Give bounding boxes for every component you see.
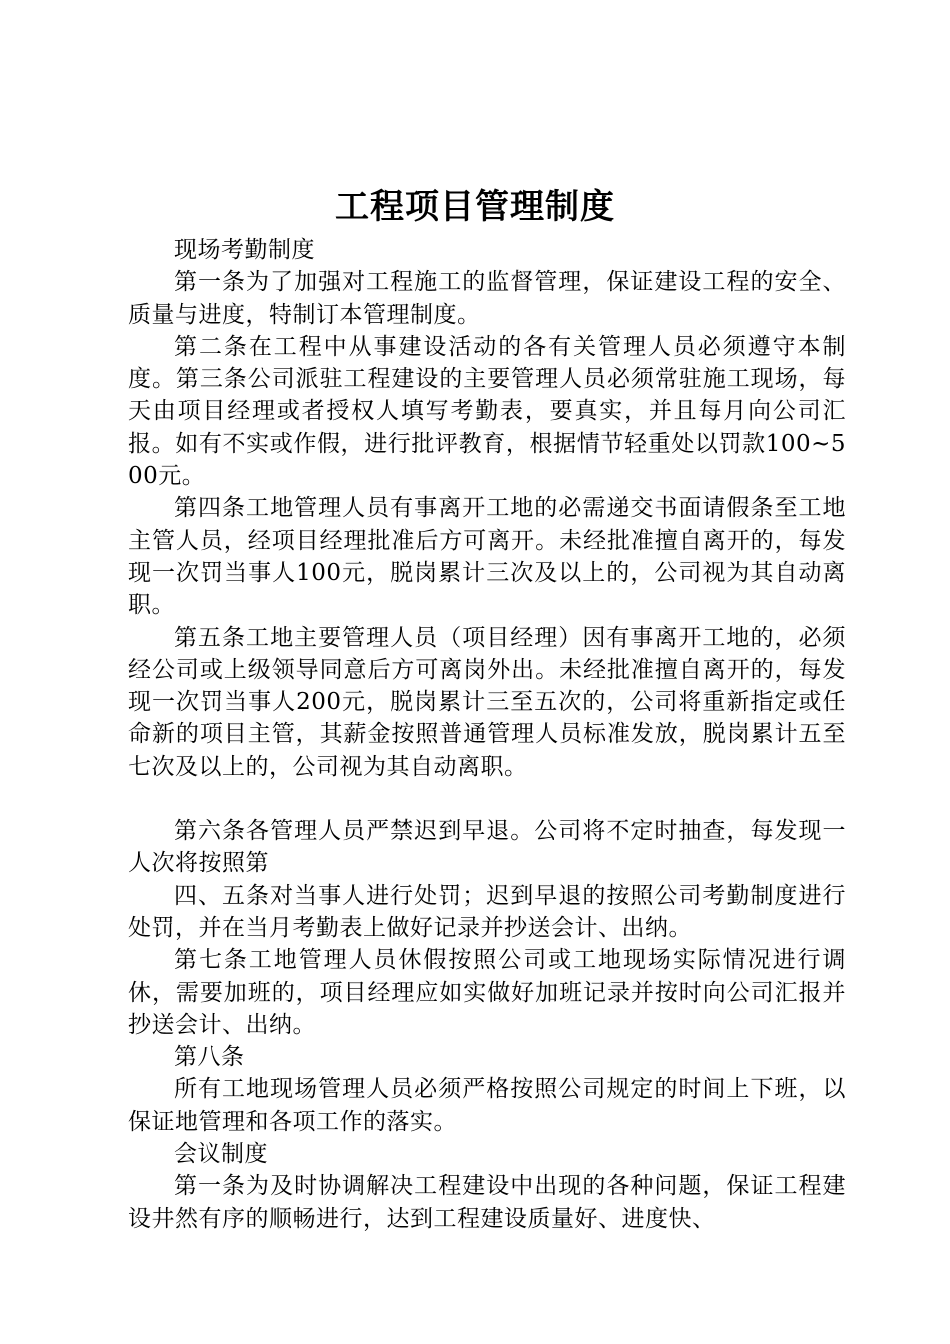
paragraph-article-1: 第一条为了加强对工程施工的监督管理，保证建设工程的安全、质量与进度，特制订本管理制度。 bbox=[128, 269, 846, 328]
paragraph-article-7: 第七条工地管理人员休假按照公司或工地现场实际情况进行调休，需要加班的，项目经理应如实做好加班记录并按时向公司汇报并抄送会计、出纳。 bbox=[128, 947, 846, 1038]
paragraph-article-5: 第五条工地主要管理人员（项目经理）因有事离开工地的，必须经公司或上级领导同意后方可离岗外出。未经批准擅自离开的，每发现一次罚当事人200元，脱岗累计三至五次的，公司将重新指定或任命新的项目主管，其薪金按照普通管理人员标准发放，脱岗累计五至七次及以上的，公司视为其自动离职。 bbox=[128, 624, 846, 780]
paragraph-article-4: 第四条工地管理人员有事离开工地的必需递交书面请假条至工地主管人员，经项目经理批准后方可离开。未经批准擅自离开的，每发现一次罚当事人100元，脱岗累计三次及以上的，公司视为其自动离职。 bbox=[128, 495, 846, 619]
document-body bbox=[128, 234, 846, 1235]
paragraph-article-8-heading: 第八条 bbox=[174, 1044, 245, 1071]
paragraph-article-6: 第六条各管理人员严禁迟到早退。公司将不定时抽查，每发现一人次将按照第 bbox=[128, 818, 846, 877]
paragraph-article-2-3: 第二条在工程中从事建设活动的各有关管理人员必须遵守本制度。第三条公司派驻工程建设的主要管理人员必须常驻施工现场，每天由项目经理或者授权人填写考勤表，要真实，并且每月向公司汇报。如有不实或作假，进行批评教育，根据情节轻重处以罚款100~500元。 bbox=[128, 333, 846, 490]
section-heading-meeting: 会议制度 bbox=[174, 1141, 268, 1168]
document-title: 工程项目管理制度 bbox=[335, 187, 615, 227]
section-heading-attendance: 现场考勤制度 bbox=[174, 237, 315, 263]
paragraph-article-6-cont: 四、五条对当事人进行处罚；迟到早退的按照公司考勤制度进行处罚，并在当月考勤表上做好记录并抄送会计、出纳。 bbox=[128, 882, 846, 941]
paragraph-article-8: 所有工地现场管理人员必须严格按照公司规定的时间上下班，以保证地管理和各项工作的落实。 bbox=[128, 1076, 846, 1135]
paragraph-meeting-article-1: 第一条为及时协调解决工程建设中出现的各种问题，保证工程建设井然有序的顺畅进行，达到工程建设质量好、进度快、 bbox=[128, 1173, 846, 1232]
